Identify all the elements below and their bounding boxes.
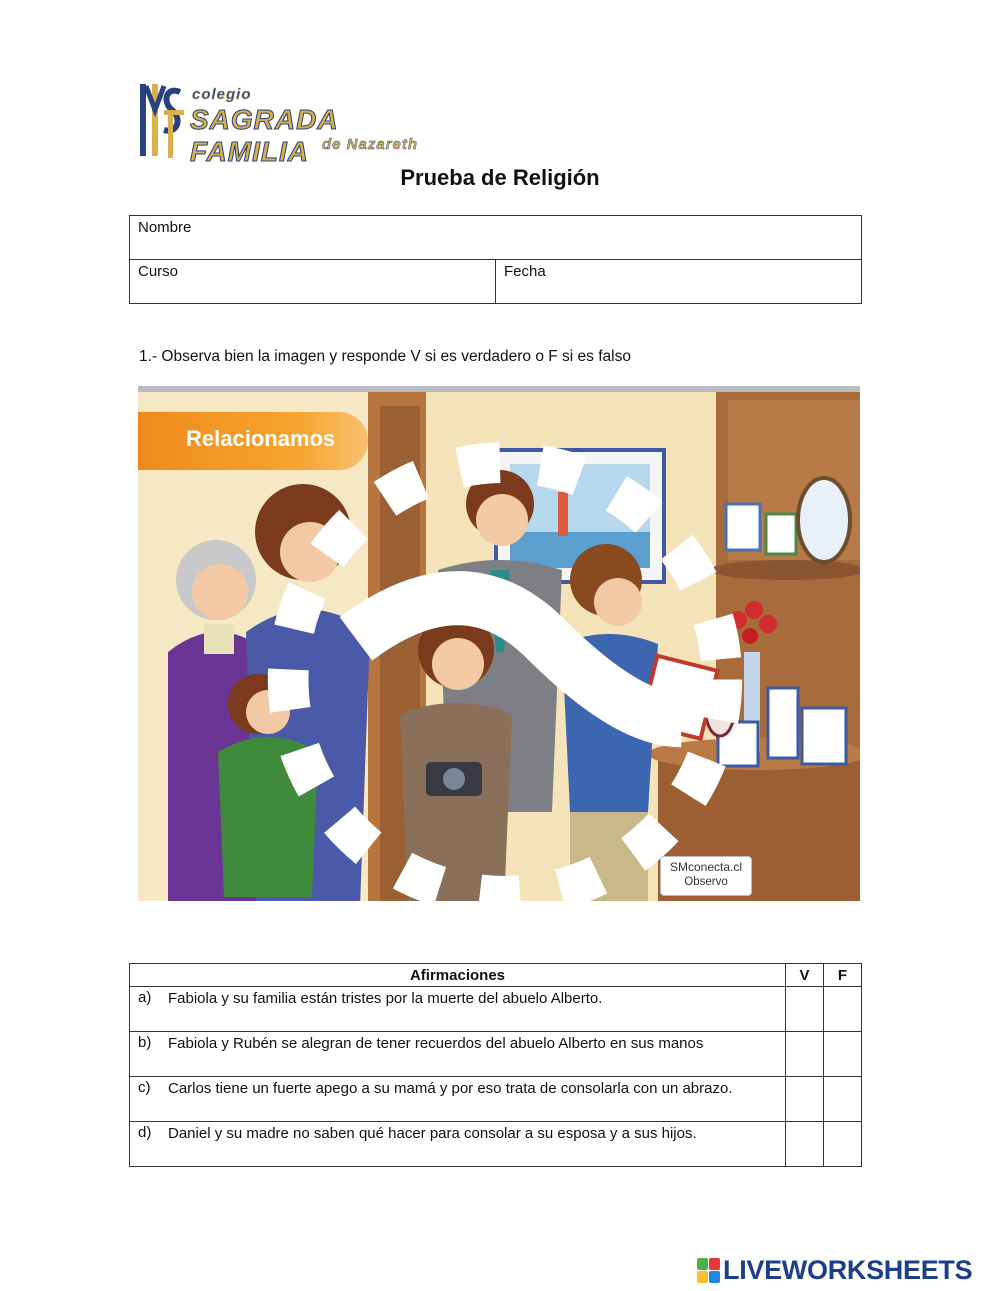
brand-block-green — [697, 1258, 708, 1270]
nombre-field[interactable] — [130, 216, 862, 260]
brand-block-red — [709, 1258, 720, 1270]
answer-v-cell[interactable] — [786, 1122, 824, 1167]
badge-label: Relacionamos — [186, 426, 336, 451]
answer-f-cell[interactable] — [824, 1077, 862, 1122]
statement-text: Daniel y su madre no saben qué hacer para consolar a su esposa y a sus hijos. — [168, 1125, 697, 1142]
relacionamos-badge — [138, 412, 368, 470]
fecha-label: Fecha — [504, 263, 546, 280]
student-info-table — [129, 215, 862, 304]
affirmations-table — [129, 963, 862, 1167]
false-column-header: F — [824, 964, 862, 987]
smconecta-stamp — [660, 856, 752, 896]
affirmation-cell — [130, 1077, 786, 1122]
affirmation-row — [130, 1077, 862, 1122]
brand-name: LIVEWORKSHEETS — [723, 1255, 973, 1285]
affirmations-header: Afirmaciones — [130, 964, 786, 987]
globe-icon — [144, 422, 860, 901]
statement-text: Fabiola y su familia están tristes por la muerte del abuelo Alberto. — [168, 990, 603, 1007]
answer-f-cell[interactable] — [824, 1032, 862, 1077]
row-letter: a) — [138, 989, 152, 1006]
curso-label: Curso — [138, 263, 179, 280]
brand-block-yellow — [697, 1271, 708, 1283]
answer-v-cell[interactable] — [786, 1032, 824, 1077]
answer-v-cell[interactable] — [786, 987, 824, 1032]
row-letter: c) — [138, 1079, 151, 1096]
row-letter: b) — [138, 1034, 152, 1051]
logo-line-colegio: colegio — [192, 86, 252, 103]
question-1-instruction: 1.- Observa bien la imagen y responde V si es verdadero o F si es falso — [139, 348, 631, 365]
stamp-section: Observo — [684, 876, 728, 888]
answer-v-cell[interactable] — [786, 1077, 824, 1122]
brand-blocks-icon — [697, 1258, 721, 1284]
nombre-label: Nombre — [138, 219, 192, 236]
answer-f-cell[interactable] — [824, 987, 862, 1032]
true-column-header: V — [786, 964, 824, 987]
stamp-site: SMconecta.cl — [669, 860, 743, 874]
statement-text: Fabiola y Rubén se alegran de tener recuerdos del abuelo Alberto en sus manos — [168, 1035, 704, 1052]
affirmation-row — [130, 1032, 862, 1077]
brand-block-blue — [709, 1271, 720, 1283]
answer-f-cell[interactable] — [824, 1122, 862, 1167]
page-title: Prueba de Religión — [400, 165, 600, 190]
affirmation-row — [130, 1122, 862, 1167]
family-illustration — [138, 386, 860, 901]
statement-text: Carlos tiene un fuerte apego a su mamá y por eso trata de consolarla con un abrazo. — [168, 1080, 733, 1097]
msf-monogram-icon — [138, 80, 186, 164]
school-logo — [138, 80, 458, 167]
affirmation-row — [130, 987, 862, 1032]
row-letter: d) — [138, 1124, 152, 1141]
affirmation-cell — [130, 1032, 786, 1077]
fecha-field[interactable] — [496, 260, 862, 304]
affirmation-cell — [130, 1122, 786, 1167]
affirmation-cell — [130, 987, 786, 1032]
logo-line-location: de Nazareth — [322, 136, 419, 153]
curso-field[interactable] — [130, 260, 496, 304]
logo-line-school-name: SAGRADA FAMILIA — [190, 104, 338, 167]
